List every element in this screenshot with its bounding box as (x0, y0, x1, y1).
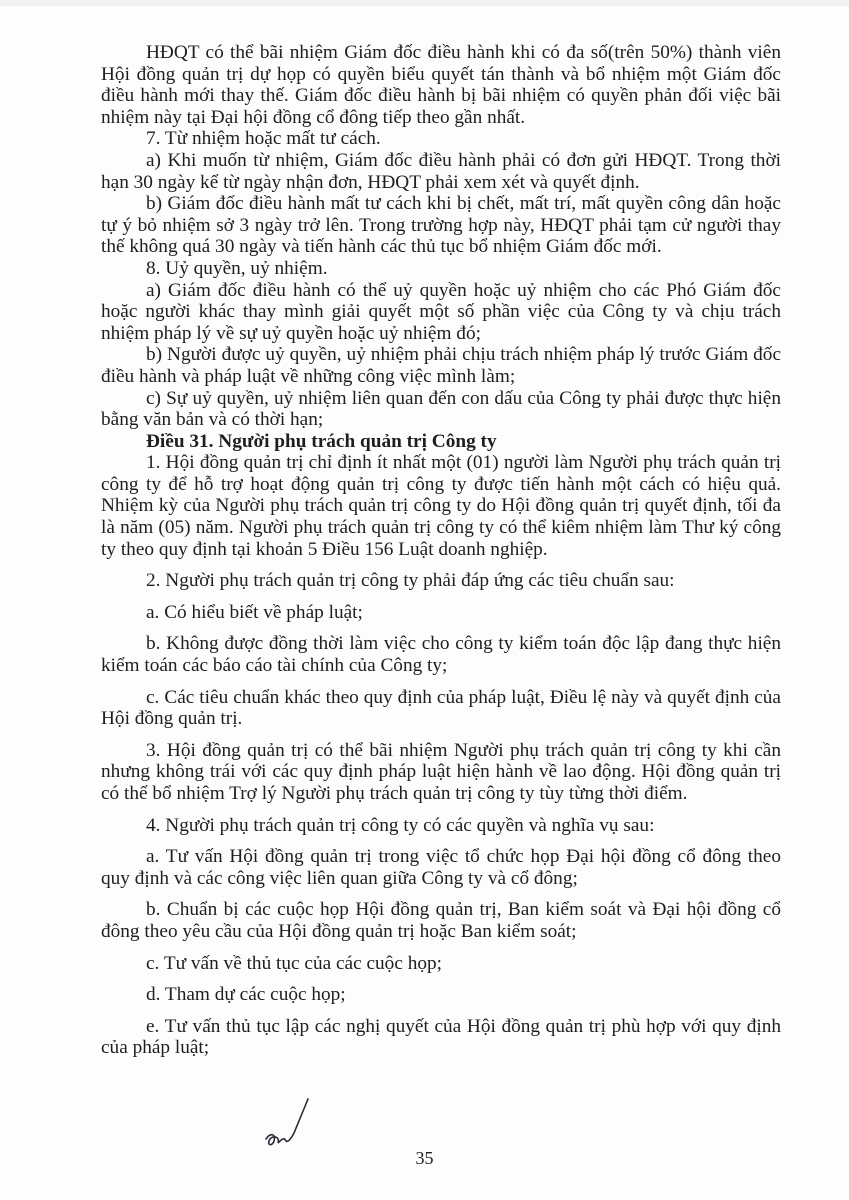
initial-signature (262, 1095, 312, 1155)
article-paragraph: d. Tham dự các cuộc họp; (146, 984, 346, 1006)
article-paragraph: 4. Người phụ trách quản trị công ty có các quyền và nghĩa vụ sau: (146, 814, 655, 836)
scan-edge (0, 0, 849, 6)
document-body (101, 42, 781, 1059)
article-paragraph: c. Tư vấn về thủ tục của các cuộc họp; (146, 952, 442, 974)
paragraph: c) Sự uỷ quyền, uỷ nhiệm liên quan đến con dấu của Công ty phải được thực hiện bằng văn bản và có thời hạn; (101, 387, 781, 431)
article-paragraph: b. Chuẩn bị các cuộc họp Hội đồng quản trị, Ban kiểm soát và Đại hội đồng cổ đông theo yêu cầu của Hội đồng quản trị hoặc Ban kiểm soát; (101, 899, 781, 942)
paragraph: HĐQT có thể bãi nhiệm Giám đốc điều hành khi có đa số(trên 50%) thành viên Hội đồng quản trị dự họp có quyền biểu quyết tán thành và bổ nhiệm một Giám đốc điều hành mới thay thế. Giám đốc điều hành bị bãi nhiệm có quyền phản đối việc bãi nhiệm này tại Đại hội đồng cổ đông tiếp theo gần nhất. (101, 42, 781, 128)
paragraph: b) Giám đốc điều hành mất tư cách khi bị chết, mất trí, mất quyền công dân hoặc tự ý bỏ nhiệm sở 3 ngày trở lên. Trong trường hợp này, HĐQT phải tạm cử người thay thế không quá 30 ngày và tiến hành các thủ tục bổ nhiệm Giám đốc mới. (101, 193, 781, 258)
paragraph: b) Người được uỷ quyền, uỷ nhiệm phải chịu trách nhiệm pháp lý trước Giám đốc điều hành và pháp luật về những công việc mình làm; (101, 344, 781, 387)
article-paragraph: a. Tư vấn Hội đồng quản trị trong việc tổ chức họp Đại hội đồng cổ đông theo quy định và các công việc liên quan giữa Công ty và cổ đông; (101, 846, 781, 889)
article-paragraph: 2. Người phụ trách quản trị công ty phải đáp ứng các tiêu chuẩn sau: (146, 570, 675, 592)
article-paragraph: e. Tư vấn thủ tục lập các nghị quyết của Hội đồng quản trị phù hợp với quy định của pháp luật; (101, 1015, 781, 1059)
article-paragraph: c. Các tiêu chuẩn khác theo quy định của pháp luật, Điều lệ này và quyết định của Hội đồng quản trị. (101, 686, 781, 730)
article-paragraph: a. Có hiểu biết về pháp luật; (146, 601, 363, 623)
article-heading: Điều 31. Người phụ trách quản trị Công ty (146, 430, 497, 452)
page-number: 35 (415, 1148, 434, 1168)
article-paragraph: b. Không được đồng thời làm việc cho công ty kiểm toán độc lập đang thực hiện kiểm toán các báo cáo tài chính của Công ty; (101, 633, 781, 677)
paragraph: a) Giám đốc điều hành có thể uỷ quyền hoặc uỷ nhiệm cho các Phó Giám đốc hoặc người khác thay mình giải quyết một số phần việc của Công ty và chịu trách nhiệm pháp lý về sự uỷ quyền hoặc uỷ nhiệm đó; (101, 279, 781, 344)
article-paragraph: 1. Hội đồng quản trị chỉ định ít nhất một (01) người làm Người phụ trách quản trị công ty để hỗ trợ hoạt động quản trị công ty được tiến hành một cách có hiệu quả. Nhiệm kỳ của Người phụ trách quản trị công ty do Hội đồng quản trị quyết định, tối đa là năm (05) năm. Người phụ trách quản trị công ty có thể kiêm nhiệm làm Thư ký công ty theo quy định tại khoản 5 Điều 156 Luật doanh nghiệp. (101, 452, 781, 560)
paragraph: a) Khi muốn từ nhiệm, Giám đốc điều hành phải có đơn gửi HĐQT. Trong thời hạn 30 ngày kể từ ngày nhận đơn, HĐQT phải xem xét và quyết định. (101, 149, 781, 193)
article-paragraph: 3. Hội đồng quản trị có thể bãi nhiệm Người phụ trách quản trị công ty khi cần nhưng không trái với các quy định pháp luật hiện hành về lao động. Hội đồng quản trị có thể bổ nhiệm Trợ lý Người phụ trách quản trị công ty tùy từng thời điểm. (101, 739, 781, 804)
paragraph: 7. Từ nhiệm hoặc mất tư cách. (146, 128, 381, 150)
paragraph: 8. Uỷ quyền, uỷ nhiệm. (146, 257, 328, 279)
